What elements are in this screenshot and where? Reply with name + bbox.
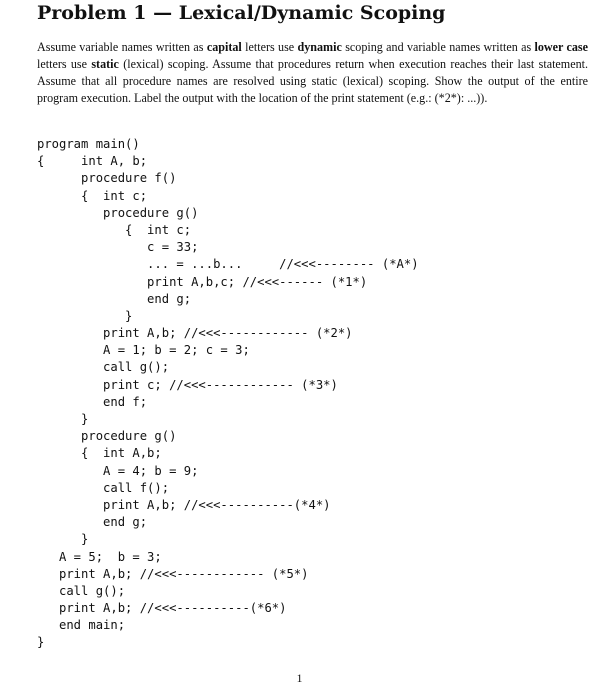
code-line: A = 1; b = 2; c = 3; xyxy=(37,343,250,358)
code-line: end g; xyxy=(37,515,148,530)
code-line: { int c; xyxy=(37,188,148,203)
code-line: c = 33; xyxy=(37,240,199,255)
code-line: ... = ...b... //<<<-------- (*A*) xyxy=(37,257,419,272)
code-line: { int c; xyxy=(37,222,192,237)
code-line: } xyxy=(37,532,89,547)
statement-text-4: letters use xyxy=(37,57,92,71)
code-line: { int A, b; xyxy=(37,154,148,169)
code-line: call g(); xyxy=(37,360,170,375)
code-line: A = 5; b = 3; xyxy=(37,549,162,564)
code-line: A = 4; b = 9; xyxy=(37,463,199,478)
code-listing xyxy=(37,136,419,652)
statement-bold-lower-case: lower case xyxy=(534,40,589,54)
statement-bold-static: static xyxy=(91,57,119,71)
code-line: } xyxy=(37,412,89,426)
code-line: end g; xyxy=(37,291,192,306)
code-line: procedure g() xyxy=(37,205,199,220)
page-number: 1 xyxy=(296,671,303,685)
code-line: print A,b; //<<<------------ (*5*) xyxy=(37,566,309,581)
code-line: end f; xyxy=(37,394,148,409)
statement-bold-dynamic: dynamic xyxy=(297,40,342,54)
statement-bold-capital: capital xyxy=(206,40,242,54)
code-line: print A,b; //<<<----------(*4*) xyxy=(37,497,331,512)
code-line: call f(); xyxy=(37,480,170,495)
statement-text-5: (lexical) scoping. Assume that procedures return when execution reaches their last statement. Assume that all procedure names are resolved using static (lexical) scoping. Show the output of the entire program execution. Label the output with the location of the print statement (e.g.: (*2*): ...)). xyxy=(37,57,588,105)
code-line: procedure f() xyxy=(37,171,177,186)
code-line: print c; //<<<------------ (*3*) xyxy=(37,377,338,392)
statement-text-3: scoping and variable names written as xyxy=(341,40,535,54)
code-line: print A,b,c; //<<<------ (*1*) xyxy=(37,274,368,289)
statement-text-1: Assume variable names written as xyxy=(37,40,207,54)
code-line: procedure g() xyxy=(37,429,177,444)
code-line: } xyxy=(37,635,45,650)
problem-title: Problem 1 — Lexical/Dynamic Scoping xyxy=(37,2,446,24)
code-line: print A,b; //<<<----------(*6*) xyxy=(37,601,287,616)
code-line: call g(); xyxy=(37,583,126,598)
code-line: { int A,b; xyxy=(37,446,162,461)
problem-statement xyxy=(37,39,588,107)
statement-text-2: letters use xyxy=(241,40,298,54)
code-line: } xyxy=(37,308,133,323)
code-line: program main() xyxy=(37,137,140,151)
code-line: print A,b; //<<<------------ (*2*) xyxy=(37,326,353,341)
code-line: end main; xyxy=(37,618,126,633)
